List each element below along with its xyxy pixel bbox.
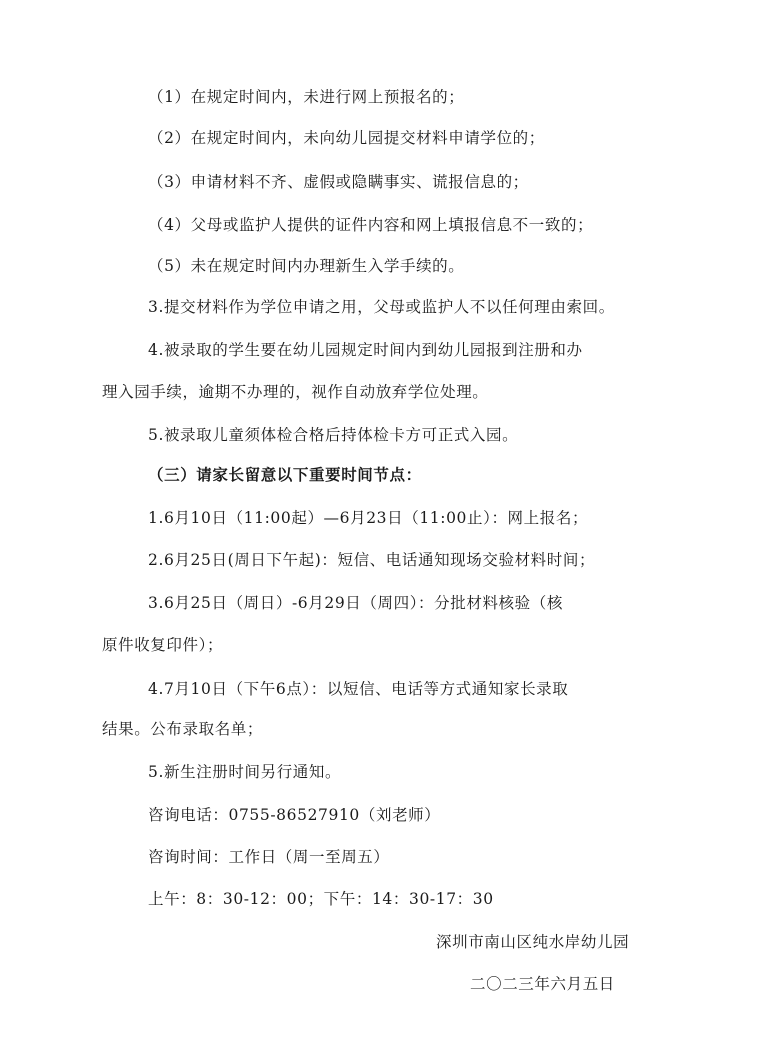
contact-hours-times: 上午：8：30-12：00；下午：14：30-17：30 bbox=[148, 890, 494, 908]
section-heading-timeline: （三）请家长留意以下重要时间节点： bbox=[148, 465, 422, 484]
timeline-item-2: 2.6月25日(周日下午起)：短信、电话通知现场交验材料时间； bbox=[148, 551, 596, 569]
contact-hours-days: 咨询时间：工作日（周一至周五） bbox=[148, 848, 390, 866]
rule-3: 3.提交材料作为学位申请之用，父母或监护人不以任何理由索回。 bbox=[148, 298, 615, 316]
signature-date: 二〇二三年六月五日 bbox=[470, 975, 615, 993]
timeline-item-3-line-2: 原件收复印件）； bbox=[102, 636, 224, 654]
timeline-item-4-line-1: 4.7月10日（下午6点）：以短信、电话等方式通知家长录取 bbox=[148, 680, 569, 698]
timeline-item-4-line-2: 结果。公布录取名单； bbox=[102, 720, 264, 738]
exclusion-item-1: （1）在规定时间内，未进行网上预报名的； bbox=[148, 88, 465, 106]
exclusion-item-2: （2）在规定时间内，未向幼儿园提交材料申请学位的； bbox=[148, 129, 545, 147]
exclusion-item-5: （5）未在规定时间内办理新生入学手续的。 bbox=[148, 257, 465, 275]
exclusion-item-4: （4）父母或监护人提供的证件内容和网上填报信息不一致的； bbox=[148, 216, 594, 234]
rule-5: 5.被录取儿童须体检合格后持体检卡方可正式入园。 bbox=[148, 426, 519, 444]
contact-phone: 咨询电话：0755-86527910（刘老师） bbox=[148, 806, 441, 824]
timeline-item-3-line-1: 3.6月25日（周日）-6月29日（周四）：分批材料核验（核 bbox=[148, 594, 563, 612]
exclusion-item-3: （3）申请材料不齐、虚假或隐瞒事实、谎报信息的； bbox=[148, 173, 529, 191]
timeline-item-1: 1.6月10日（11:00起）—6月23日（11:00止）：网上报名； bbox=[148, 509, 589, 527]
rule-4-line-1: 4.被录取的学生要在幼儿园规定时间内到幼儿园报到注册和办 bbox=[148, 341, 583, 359]
rule-4-line-2: 理入园手续，逾期不办理的，视作自动放弃学位处理。 bbox=[102, 383, 489, 401]
signature-organization: 深圳市南山区纯水岸幼儿园 bbox=[436, 933, 630, 951]
timeline-item-5: 5.新生注册时间另行通知。 bbox=[148, 763, 342, 781]
